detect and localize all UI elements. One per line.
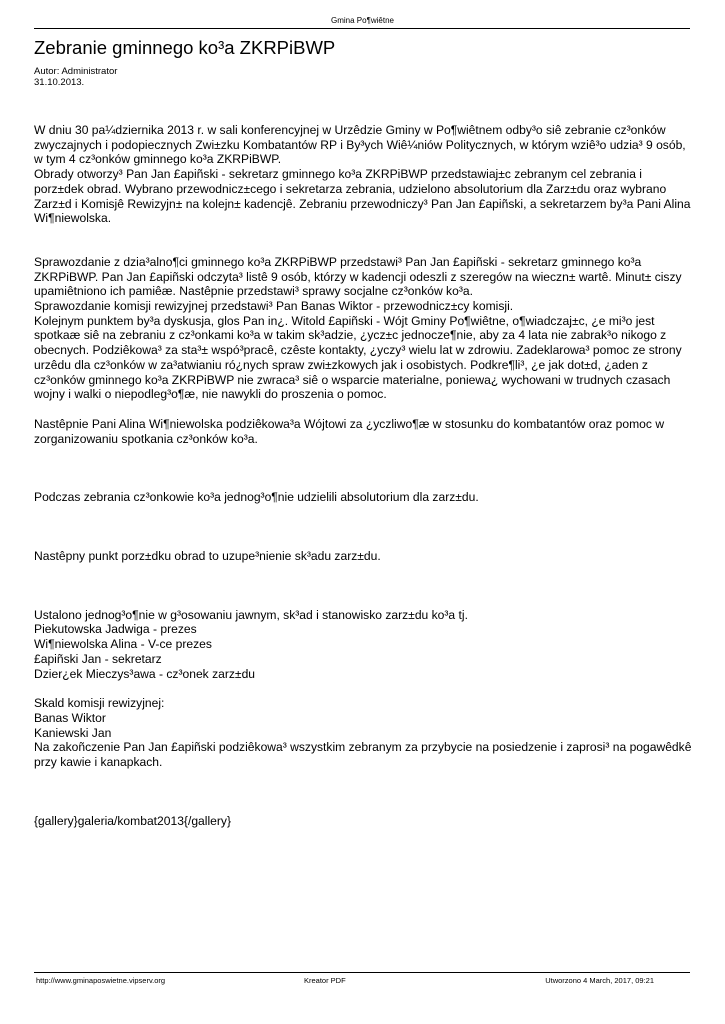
- footer-url: http://www.gminaposwietne.vipserv.org: [36, 976, 166, 985]
- audit-committee-member: Kaniewski Jan: [34, 725, 112, 740]
- article-title: Zebranie gminnego ko³a ZKRPiBWP: [34, 37, 336, 58]
- paragraph-next-point: Nastêpny punkt porz±dku obrad to uzupe³nienie sk³adu zarz±du.: [34, 549, 381, 564]
- paragraph-intro: W dniu 30 pa¼dziernika 2013 r. w sali konferencyjnej w Urzêdzie Gminy w Po¶wiêtnem odby³o siê zebranie cz³onków zwyczajnych i podopiecznych Zwi±zku Kombatantów RP i By³ych Wiê¼niów Politycznych, w którym wziê³o udzia³ 9 osób, w tym 4 cz³onków gminnego ko³a ZKRPiBWP.: [34, 123, 686, 167]
- audit-committee-member: Banas Wiktor: [34, 710, 106, 725]
- paragraph-board-intro: Ustalono jednog³o¶nie w g³osowaniu jawnym, sk³ad i stanowisko zarz±du ko³a tj.: [34, 607, 468, 622]
- paragraph-audit-report: Sprawozdanie komisji rewizyjnej przedstawi³ Pan Banas Wiktor - przewodnicz±cy komisji.: [34, 299, 514, 314]
- paragraph-report: Sprawozdanie z dzia³alno¶ci gminnego ko³a ZKRPiBWP przedstawi³ Pan Jan £apiñski - sekretarz gminnego ko³a ZKRPiBWP. Pan Jan £apiñski odczyta³ listê 9 osób, którzy w kadencji odeszli z szeregów na wieczn± wartê. Minut± ciszy upamiêtniono ich pamiêæ. Nastêpnie przedstawi³ sprawy socjalne cz³onków ko³a.: [34, 254, 682, 299]
- footer-generator: Kreator PDF: [304, 976, 346, 985]
- paragraph-opening: Obrady otworzy³ Pan Jan £apiñski - sekretarz gminnego ko³a ZKRPiBWP przedstawiaj±c zebranym cel zebrania i porz±dek obrad. Wybrano przewodnicz±cego i sekretarza zebrania, udzielono absolutorium dla Zarz±du oraz wybrano Zarz±d i Komisjê Rewizyjn± na kolejn± kadencjê. Zebraniu przewodniczy³ Pan Jan £apiñski, a sekretarzem by³a Pani Alina Wi¶niewolska.: [34, 167, 691, 226]
- footer-created: Utworzono 4 March, 2017, 09:21: [545, 976, 654, 985]
- paragraph-thanks: Nastêpnie Pani Alina Wi¶niewolska podziêkowa³a Wójtowi za ¿yczliwo¶æ w stosunku do kombatantów oraz pomoc w zorganizowaniu spotkania cz³onków ko³a.: [34, 416, 665, 446]
- paragraph-absolution: Podczas zebrania cz³onkowie ko³a jednog³o¶nie udzielili absolutorium dla zarz±du.: [34, 490, 479, 505]
- article-date: 31.10.2013.: [34, 77, 85, 88]
- audit-committee-heading: Skald komisji rewizyjnej:: [34, 696, 165, 711]
- article-body: [34, 123, 694, 829]
- board-member: £apiñski Jan - sekretarz: [34, 651, 162, 666]
- author-line: Autor: Administrator: [34, 66, 118, 77]
- header-site-name: Gmina Po¶wiêtne: [331, 16, 394, 25]
- paragraph-closing: Na zakoñczenie Pan Jan £apiñski podziêkowa³ wszystkim zebranym za przybycie na posiedzenie i zaprosi³ na pogawêdkê przy kawie i kanapkach.: [34, 740, 692, 770]
- header-divider: [34, 28, 690, 29]
- board-member: Wi¶niewolska Alina - V-ce prezes: [34, 637, 212, 652]
- board-member: Dzier¿ek Mieczys³awa - cz³onek zarz±du: [34, 666, 256, 681]
- paragraph-discussion: Kolejnym punktem by³a dyskusja, glos Pan in¿. Witold £apiñski - Wójt Gminy Po¶wiêtne, o¶wiadczaj±c, ¿e mi³o jest spotkaæ siê na zebraniu z cz³onkami ko³a w takim sk³adzie, ¿ycz±c jednocze¶nie, aby za 4 lata nie zabrak³o nikogo z obecnych. Podziêkowa³ za sta³± wspó³pracê, czêste kontakty, ¿yczy³ wielu lat w zdrowiu. Zadeklarowa³ pomoc ze strony urzêdu dla cz³onków w za³atwianiu ró¿nych spraw zwi±zkowych jak i osobistych. Podkre¶li³, ¿e jak dot±d, ¿aden z cz³onków gminnego ko³a ZKRPiBWP nie zwraca³ siê o wsparcie materialne, poniewa¿ wychowani w trudnych czasach wojny i walki o niepodleg³o¶æ, nie nawykli do proszenia o pomoc.: [34, 313, 682, 402]
- gallery-tag: {gallery}galeria/kombat2013{/gallery}: [34, 813, 231, 828]
- article-meta: [34, 66, 117, 88]
- board-member: Piekutowska Jadwiga - prezes: [34, 622, 197, 637]
- footer-divider: [34, 972, 690, 973]
